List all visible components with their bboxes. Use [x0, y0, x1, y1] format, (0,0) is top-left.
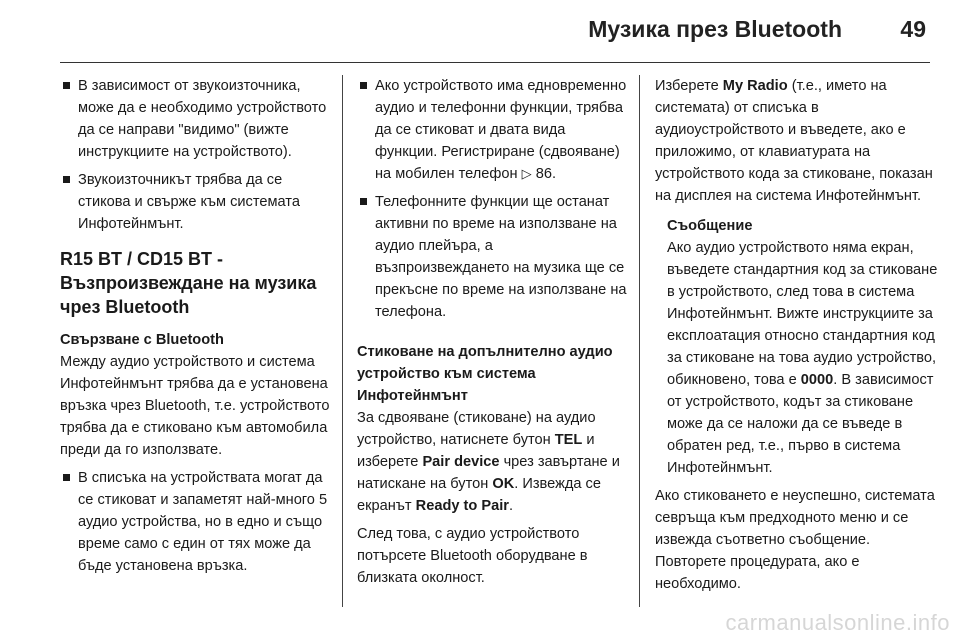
list-item: В зависимост от звукоизточника, може да е необходимо устройството да се направи "видимо" (вижте инструкциите на устройството). — [60, 75, 330, 163]
subsection-heading: Стиковане на допълнително аудио устройство към система Инфотейнмънт — [357, 344, 613, 404]
column-divider-2 — [639, 75, 640, 607]
text-run: Ако аудио устройството няма екран, въведете стандартния код за стиковане в устройството, след това в система Инфотейнмънт. Вижте инструкциите за експлоатация относно стандартния код за стиковане на това аудио устройство, обикновено, това е — [667, 240, 938, 388]
note-title: Съобщение — [667, 218, 753, 234]
page-number: 49 — [900, 16, 926, 42]
ready-to-pair-label: Ready to Pair — [415, 498, 509, 514]
note-box — [655, 215, 940, 479]
paragraph: След това, с аудио устройството потърсете Bluetooth оборудване в близката околност. — [357, 526, 588, 586]
list-item: Телефонните функции ще останат активни по време на използване на аудио плейъра, а възпроизвеждането на музика ще се прекъсне по време на използване на телефона. — [357, 191, 629, 323]
page-reference-icon: ▷ — [521, 166, 532, 181]
section-heading: R15 BT / CD15 BT - Възпроизвеждане на музика чрез Bluetooth — [60, 249, 317, 317]
paragraph — [655, 75, 940, 207]
default-code: 0000 — [800, 372, 834, 388]
text-run: . В зависимост от устройството, кодът за стиковане може да се наложи да се въведе в обратен ред, т.е., първо в система Инфотейнмънт. — [667, 372, 934, 476]
my-radio-label: My Radio — [722, 78, 788, 94]
page-title: Музика през Bluetooth — [588, 16, 842, 42]
page-reference: 86. — [535, 166, 557, 182]
paragraph: Между аудио устройството и система Инфотейнмънт трябва да е установена връзка чрез Bluetooth, т.е. устройството трябва да е стиковано към автомобила преди да го използвате. — [60, 354, 330, 458]
text-run: . Извежда се екранът — [357, 476, 601, 514]
text-run: чрез завъртане и натискане на бутон — [357, 454, 620, 492]
column-2 — [357, 75, 629, 595]
text-run: и изберете — [357, 432, 595, 470]
paragraph — [357, 407, 629, 517]
paragraph: Ако стиковането е неуспешно, системата севръща към предходното меню и се извежда съответно съобщение. Повторете процедурата, ако е необходимо. — [655, 488, 935, 592]
page-header — [0, 0, 960, 64]
list-item — [357, 75, 629, 185]
text-run: (т.е., името на системата) от списъка в аудиоустройството и въведете, ако е приложимо, от клавиатурата на устройството кода за стиковане, показан на дисплея на система Инфотейнмънт. — [655, 78, 933, 204]
note-text — [667, 237, 940, 479]
subsection-heading: Свързване с Bluetooth — [60, 332, 224, 348]
column-1 — [60, 75, 330, 583]
column-divider-1 — [342, 75, 343, 607]
text-run: За сдвояване (стиковане) на аудио устройство, натиснете бутон — [357, 410, 596, 448]
text-run: Изберете — [655, 78, 719, 94]
ok-button-label: OK — [492, 476, 515, 492]
text-run: . — [508, 498, 514, 514]
list-item-text: Ако устройството има едновременно аудио и телефонни функции, трябва да се стиковат и двата вида функции. Регистриране (сдвояване) на мобилен телефон — [375, 78, 627, 182]
pair-device-label: Pair device — [422, 454, 500, 470]
list-item: В списъка на устройствата могат да се стиковат и запаметят най-много 5 аудио устройства, но в едно и също време само с един от тях може да бъде установена връзка. — [60, 467, 330, 577]
tel-button-label: TEL — [554, 432, 583, 448]
watermark: carmanualsonline.info — [725, 610, 950, 635]
column-3 — [655, 75, 940, 601]
list-item: Звукоизточникът трябва да се стикова и свърже към системата Инфотейнмънт. — [60, 169, 330, 235]
header-rule — [60, 62, 930, 63]
